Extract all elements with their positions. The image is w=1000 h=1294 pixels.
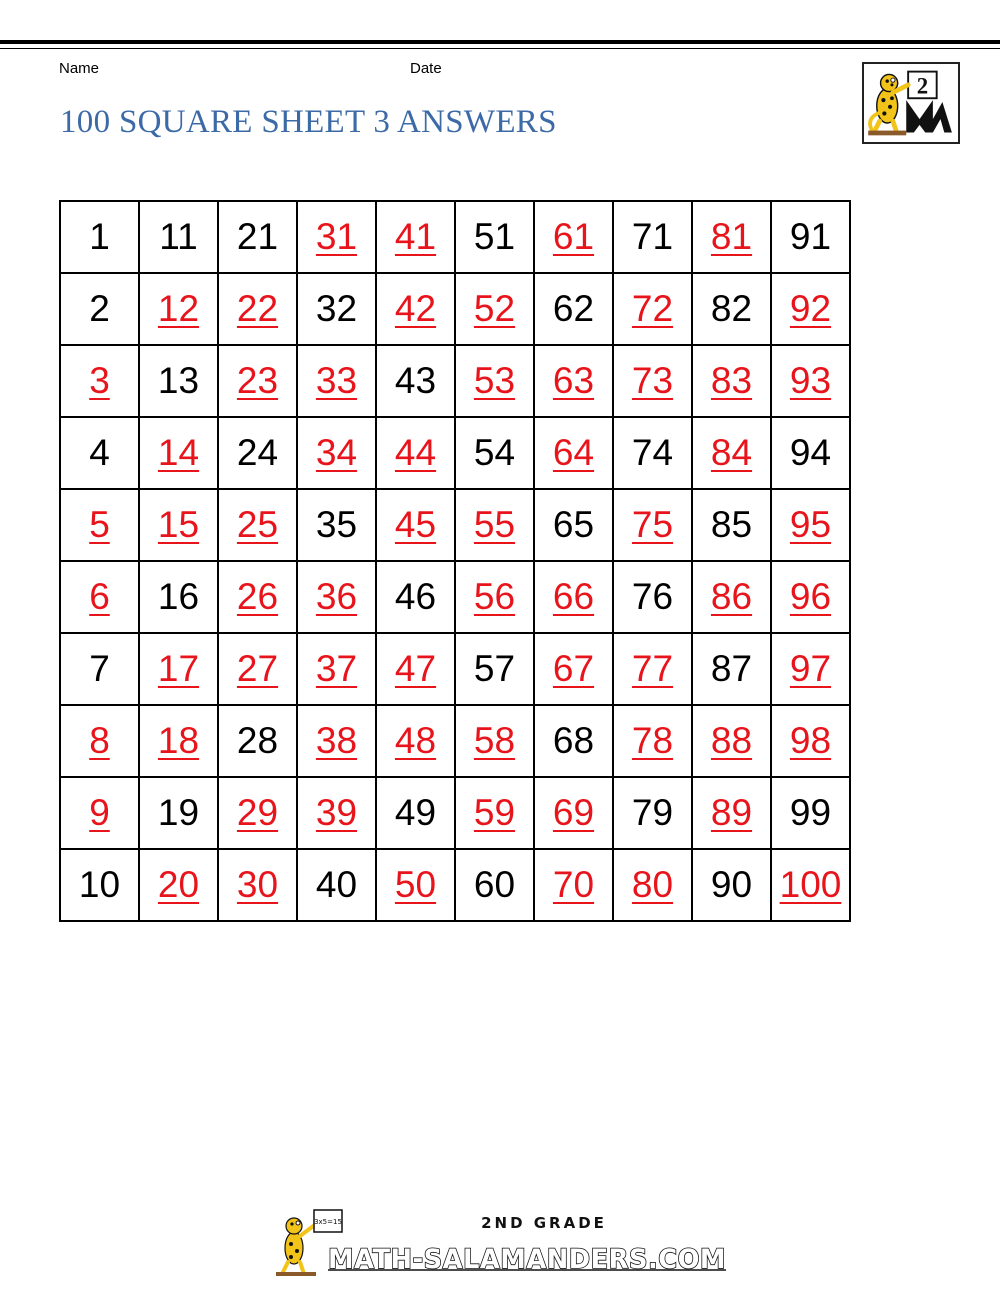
grid-row — [60, 489, 850, 561]
grid-cell-answer: 33 — [297, 345, 376, 417]
grid-cell-answer: 20 — [139, 849, 218, 921]
grid-cell-answer: 67 — [534, 633, 613, 705]
grid-cell-answer: 78 — [613, 705, 692, 777]
grid-cell-answer: 100 — [771, 849, 850, 921]
grid-cell-answer: 88 — [692, 705, 771, 777]
grid-row — [60, 849, 850, 921]
grid-cell-answer: 3 — [60, 345, 139, 417]
grid-cell: 19 — [139, 777, 218, 849]
grid-cell-answer: 63 — [534, 345, 613, 417]
date-label: Date — [410, 60, 442, 77]
grid-cell: 79 — [613, 777, 692, 849]
grid-cell: 60 — [455, 849, 534, 921]
grid-cell-answer: 97 — [771, 633, 850, 705]
grid-row — [60, 273, 850, 345]
grid-cell-answer: 84 — [692, 417, 771, 489]
grid-cell: 13 — [139, 345, 218, 417]
grid-cell-answer: 96 — [771, 561, 850, 633]
grid-cell-answer: 29 — [218, 777, 297, 849]
grid-cell-answer: 93 — [771, 345, 850, 417]
grid-cell-answer: 73 — [613, 345, 692, 417]
grid-cell: 11 — [139, 201, 218, 273]
grid-cell: 57 — [455, 633, 534, 705]
grid-row — [60, 561, 850, 633]
grid-cell: 87 — [692, 633, 771, 705]
grid-cell: 51 — [455, 201, 534, 273]
grid-row — [60, 777, 850, 849]
grid-cell: 91 — [771, 201, 850, 273]
footer-grade: 2ND GRADE — [481, 1214, 607, 1232]
grid-cell: 62 — [534, 273, 613, 345]
grid-row — [60, 201, 850, 273]
grid-cell-answer: 58 — [455, 705, 534, 777]
grid-cell-answer: 72 — [613, 273, 692, 345]
hundred-square-grid — [59, 200, 851, 922]
grid-cell-answer: 23 — [218, 345, 297, 417]
grid-cell-answer: 31 — [297, 201, 376, 273]
footer-site-name: MATH-SALAMANDERS.COM — [328, 1244, 726, 1275]
grid-cell-answer: 9 — [60, 777, 139, 849]
grid-cell-answer: 66 — [534, 561, 613, 633]
grid-cell: 99 — [771, 777, 850, 849]
grid-cell-answer: 89 — [692, 777, 771, 849]
grid-cell-answer: 6 — [60, 561, 139, 633]
grid-cell-answer: 55 — [455, 489, 534, 561]
grid-cell-answer: 45 — [376, 489, 455, 561]
logo-digit: 2 — [916, 73, 929, 99]
grid-cell-answer: 80 — [613, 849, 692, 921]
grid-cell: 74 — [613, 417, 692, 489]
grid-row — [60, 345, 850, 417]
grid-cell-answer: 27 — [218, 633, 297, 705]
grid-cell-answer: 83 — [692, 345, 771, 417]
top-rule-thick — [0, 40, 1000, 44]
grid-cell-answer: 14 — [139, 417, 218, 489]
grid-cell-answer: 22 — [218, 273, 297, 345]
name-label: Name — [59, 60, 100, 77]
grid-cell-answer: 70 — [534, 849, 613, 921]
grid-cell: 21 — [218, 201, 297, 273]
grid-row — [60, 417, 850, 489]
footer-board-text: 3x5=15 — [314, 1218, 342, 1226]
grid-cell: 68 — [534, 705, 613, 777]
site-footer-logo — [272, 1204, 732, 1276]
grid-cell-answer: 41 — [376, 201, 455, 273]
grid-cell: 82 — [692, 273, 771, 345]
grid-cell-answer: 77 — [613, 633, 692, 705]
grid-cell-answer: 42 — [376, 273, 455, 345]
top-rule-thin — [0, 48, 1000, 49]
grid-cell: 24 — [218, 417, 297, 489]
grid-cell-answer: 44 — [376, 417, 455, 489]
grid-cell: 16 — [139, 561, 218, 633]
grade-logo — [862, 62, 960, 144]
grid-cell-answer: 39 — [297, 777, 376, 849]
grid-cell: 35 — [297, 489, 376, 561]
grid-cell-answer: 34 — [297, 417, 376, 489]
grid-cell-answer: 64 — [534, 417, 613, 489]
grid-cell: 46 — [376, 561, 455, 633]
grid-cell: 7 — [60, 633, 139, 705]
grid-cell: 43 — [376, 345, 455, 417]
grid-cell: 94 — [771, 417, 850, 489]
grid-cell-answer: 56 — [455, 561, 534, 633]
grid-cell-answer: 53 — [455, 345, 534, 417]
grid-cell-answer: 69 — [534, 777, 613, 849]
grid-cell: 10 — [60, 849, 139, 921]
grid-row — [60, 633, 850, 705]
grid-cell: 32 — [297, 273, 376, 345]
grid-cell: 40 — [297, 849, 376, 921]
grid-cell-answer: 18 — [139, 705, 218, 777]
grid-cell: 49 — [376, 777, 455, 849]
grid-cell-answer: 61 — [534, 201, 613, 273]
grid-cell: 54 — [455, 417, 534, 489]
grid-cell-answer: 81 — [692, 201, 771, 273]
grid-cell: 76 — [613, 561, 692, 633]
page-title: 100 SQUARE SHEET 3 ANSWERS — [60, 104, 557, 140]
grid-cell-answer: 48 — [376, 705, 455, 777]
grid-cell-answer: 52 — [455, 273, 534, 345]
grid-cell-answer: 5 — [60, 489, 139, 561]
grid-cell: 28 — [218, 705, 297, 777]
grid-cell-answer: 92 — [771, 273, 850, 345]
grid-cell: 2 — [60, 273, 139, 345]
grid-cell-answer: 26 — [218, 561, 297, 633]
grid-cell-answer: 98 — [771, 705, 850, 777]
grid-cell-answer: 47 — [376, 633, 455, 705]
grid-cell: 85 — [692, 489, 771, 561]
grid-cell-answer: 25 — [218, 489, 297, 561]
grid-cell: 4 — [60, 417, 139, 489]
grid-cell-answer: 37 — [297, 633, 376, 705]
grid-cell-answer: 12 — [139, 273, 218, 345]
grid-row — [60, 705, 850, 777]
salamander-logo-icon — [864, 64, 958, 142]
grid-cell-answer: 30 — [218, 849, 297, 921]
grid-cell-answer: 95 — [771, 489, 850, 561]
grid-cell-answer: 50 — [376, 849, 455, 921]
grid-cell-answer: 38 — [297, 705, 376, 777]
grid-cell-answer: 59 — [455, 777, 534, 849]
grid-cell-answer: 36 — [297, 561, 376, 633]
grid-cell: 90 — [692, 849, 771, 921]
grid-cell-answer: 75 — [613, 489, 692, 561]
grid-cell: 1 — [60, 201, 139, 273]
grid-cell-answer: 17 — [139, 633, 218, 705]
grid-cell-answer: 86 — [692, 561, 771, 633]
grid-cell-answer: 8 — [60, 705, 139, 777]
grid-cell: 71 — [613, 201, 692, 273]
grid-cell-answer: 15 — [139, 489, 218, 561]
grid-cell: 65 — [534, 489, 613, 561]
